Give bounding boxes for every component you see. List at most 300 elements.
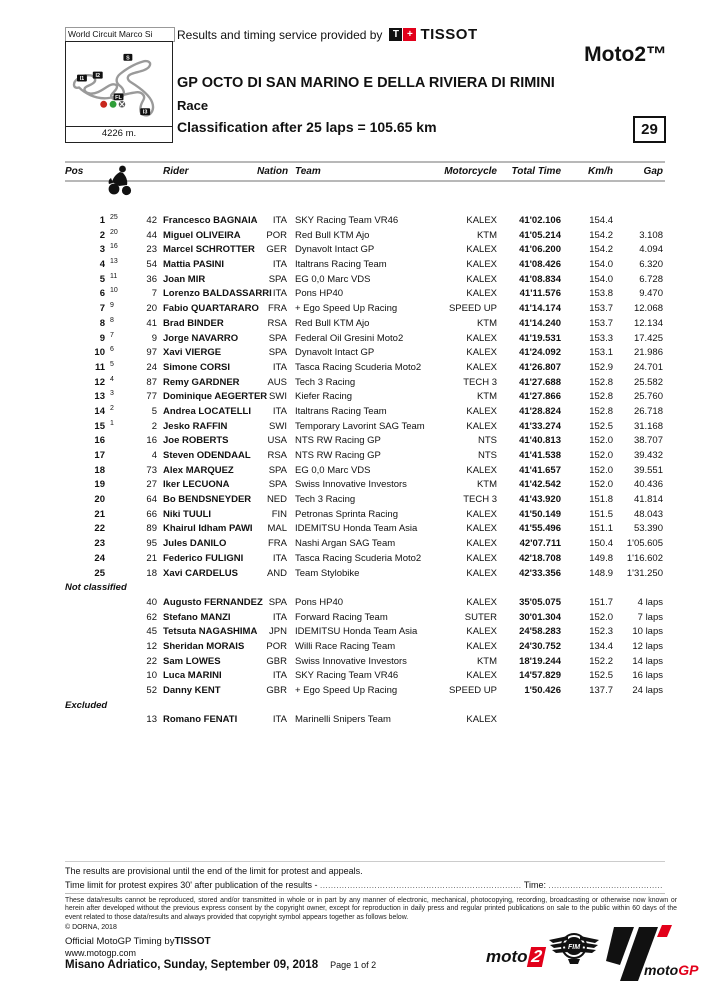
motorcycle-cell: KTM [476, 655, 497, 667]
nation-cell: POR [266, 229, 287, 241]
team-cell: NTS RW Racing GP [295, 435, 381, 447]
speed-cell: 151.1 [589, 523, 613, 535]
points-cell: 20 [110, 228, 118, 236]
speed-cell: 154.0 [589, 259, 613, 271]
points-cell: 3 [110, 390, 114, 398]
rider-number-cell: 10 [146, 670, 157, 682]
motorcycle-cell: KALEX [466, 244, 497, 256]
result-row [65, 258, 665, 273]
gap-cell: 24 laps [632, 685, 663, 696]
rider-name-cell: Fabio QUARTARARO [163, 303, 259, 315]
speed-cell: 154.4 [589, 215, 613, 226]
rider-name-cell: Steven ODENDAAL [163, 450, 251, 461]
rider-name-cell: Khairul Idham PAWI [163, 523, 253, 535]
column-header-gap: Gap [643, 166, 663, 177]
total-time-cell: 30'01.304 [519, 611, 561, 623]
points-cell [105, 637, 127, 652]
team-cell: Willi Race Racing Team [295, 640, 396, 652]
rider-number-cell: 52 [146, 685, 157, 696]
speed-cell: 150.4 [589, 538, 613, 550]
rider-number-cell: 16 [146, 435, 157, 447]
position-cell: 11 [94, 361, 105, 373]
circuit-length: 4226 m. [65, 126, 173, 143]
position-cell: 16 [94, 435, 105, 447]
speed-cell: 154.2 [589, 244, 613, 256]
tissot-wordmark: TISSOT [420, 26, 478, 43]
gap-cell: 14 laps [632, 655, 663, 667]
points-cell: 9 [110, 302, 114, 310]
rider-name-cell: Augusto FERNANDEZ [163, 596, 263, 608]
points-cell: 8 [110, 316, 114, 324]
speed-cell: 134.4 [589, 640, 613, 652]
position-cell: 8 [99, 317, 105, 329]
total-time-cell: 41'41.538 [519, 450, 561, 461]
rider-name-cell: Romano FENATI [163, 714, 238, 726]
rider-number-cell: 62 [146, 611, 157, 623]
speed-cell: 151.5 [589, 508, 613, 520]
result-row [65, 508, 665, 523]
motorcycle-cell: KALEX [466, 464, 497, 476]
motorcycle-cell: KALEX [466, 626, 497, 638]
protest-text: Time limit for protest expires 30' after publication of the results - [65, 880, 318, 890]
points-cell [105, 461, 127, 476]
motorcycle-cell: KALEX [466, 420, 497, 432]
team-cell: Red Bull KTM Ajo [295, 229, 370, 241]
rider-name-cell: Xavi CARDELUS [163, 567, 238, 579]
location-date: Misano Adriatico, Sunday, September 09, 2018 [65, 959, 319, 971]
total-time-cell: 41'42.542 [519, 479, 561, 491]
result-row [65, 464, 665, 479]
rider-name-cell: Remy GARDNER [163, 376, 240, 388]
moto2-logo-two: 2 [526, 947, 546, 967]
speed-cell: 152.2 [589, 655, 613, 667]
points-cell [105, 534, 127, 549]
motorcycle-cell: KALEX [466, 332, 497, 344]
points-cell: 5 [110, 360, 114, 368]
speed-cell: 153.7 [589, 303, 613, 315]
not-classified-rows [65, 596, 665, 699]
speed-cell: 149.8 [589, 552, 613, 564]
total-time-cell: 41'28.824 [519, 405, 561, 417]
nation-cell: ITA [272, 670, 287, 682]
gap-cell: 38.707 [633, 435, 663, 447]
rider-number-cell: 87 [146, 376, 157, 388]
rider-number-cell: 66 [146, 508, 157, 520]
class-title: Moto2™ [584, 43, 667, 66]
rider-number-cell: 12 [146, 640, 157, 652]
speed-cell: 153.3 [589, 332, 613, 344]
rider-number-cell: 42 [146, 215, 157, 226]
excluded-rows [65, 713, 665, 728]
motorcycle-cell: TECH 3 [463, 494, 497, 506]
result-row [65, 273, 665, 288]
result-row [65, 420, 665, 435]
nation-cell: MAL [267, 523, 287, 535]
result-row [65, 669, 665, 684]
team-cell: Swiss Innovative Investors [295, 479, 407, 491]
gap-cell: 4.094 [639, 244, 663, 256]
rider-name-cell: Miguel OLIVEIRA [163, 229, 241, 241]
motogp-flag-icon [606, 923, 700, 987]
team-cell: Tasca Racing Scuderia Moto2 [295, 361, 422, 373]
speed-cell: 152.9 [589, 361, 613, 373]
total-time-cell: 41'27.688 [519, 376, 561, 388]
position-cell: 15 [94, 420, 105, 432]
points-cell [105, 431, 127, 446]
position-cell [65, 684, 105, 699]
position-cell: 24 [94, 552, 105, 564]
position-cell: 6 [99, 288, 105, 300]
rider-name-cell: Lorenzo BALDASSARRI [163, 288, 272, 300]
points-cell: 7 [110, 331, 114, 339]
nation-cell: SPA [268, 332, 287, 344]
result-row [65, 537, 665, 552]
points-cell [105, 622, 127, 637]
rider-name-cell: Federico FULIGNI [163, 552, 244, 564]
results-table [65, 161, 665, 728]
position-cell [65, 625, 105, 640]
result-row [65, 346, 665, 361]
total-time-cell: 41'50.149 [519, 508, 561, 520]
fim-logo [548, 929, 600, 974]
gap-cell: 25.582 [633, 376, 663, 388]
points-cell [105, 593, 127, 608]
svg-text:FIM: FIM [567, 944, 581, 951]
points-cell [105, 608, 127, 623]
result-row [65, 567, 665, 582]
points-cell [105, 490, 127, 505]
team-cell: IDEMITSU Honda Team Asia [295, 626, 418, 638]
team-cell: Dynavolt Intact GP [295, 244, 375, 256]
result-row [65, 361, 665, 376]
gap-cell: 39.551 [633, 464, 663, 476]
result-row [65, 596, 665, 611]
gap-cell: 7 laps [637, 611, 663, 623]
speed-cell: 153.1 [589, 347, 613, 359]
rider-name-cell: Bo BENDSNEYDER [163, 494, 252, 506]
speed-cell: 152.0 [589, 464, 613, 476]
nation-cell: SPA [268, 273, 287, 285]
moto2-logo [486, 947, 544, 967]
motorcycle-cell: NTS [478, 450, 497, 461]
protest-note [65, 880, 675, 890]
team-cell: NTS RW Racing GP [295, 450, 381, 461]
motorcycle-cell: KALEX [466, 347, 497, 359]
gap-cell: 10 laps [632, 626, 663, 638]
team-cell: + Ego Speed Up Racing [295, 685, 398, 696]
legal-text: These data/results cannot be reproduced, stored and/or transmitted in whole or in part by any manner of electronic, mechanical, photocopying, recording, broadcasting or otherwise now known or herein after developed without the previous express consent by the copyright owner, except for reproduction in daily press and regular printed publications on sale to the public within 60 days of the event related to those data/results and always provided that copyright symbol appears together as follows below. [65, 897, 677, 921]
rider-number-cell: 27 [146, 479, 157, 491]
position-cell: 10 [94, 347, 105, 359]
document-number-badge: 29 [633, 116, 666, 143]
result-row [65, 655, 665, 670]
result-row [65, 684, 665, 699]
gap-cell: 6.320 [639, 259, 663, 271]
points-cell [105, 666, 127, 681]
position-cell: 5 [99, 273, 105, 285]
rider-name-cell: Marcel SCHROTTER [163, 244, 255, 256]
nation-cell: FRA [268, 538, 287, 550]
position-cell [65, 669, 105, 684]
column-header-motorcycle: Motorcycle [444, 166, 497, 177]
speed-cell: 152.8 [589, 376, 613, 388]
points-cell [105, 564, 127, 579]
motorcycle-cell: KALEX [466, 288, 497, 300]
gap-cell: 6.728 [639, 273, 663, 285]
rider-name-cell: Stefano MANZI [163, 611, 231, 623]
speed-cell: 152.3 [589, 626, 613, 638]
rider-number-cell: 95 [146, 538, 157, 550]
position-cell [65, 655, 105, 670]
team-cell: Forward Racing Team [295, 611, 388, 623]
total-time-cell: 1'50.426 [524, 685, 561, 696]
rider-number-cell: 20 [146, 303, 157, 315]
rider-name-cell: Joan MIR [163, 273, 206, 285]
points-cell [105, 652, 127, 667]
svg-text:I3: I3 [142, 109, 148, 116]
rider-number-cell: 2 [151, 420, 157, 432]
column-header-team: Team [295, 166, 321, 177]
team-cell: Tech 3 Racing [295, 494, 356, 506]
position-cell: 18 [94, 464, 105, 476]
event-title: GP OCTO DI SAN MARINO E DELLA RIVIERA DI RIMINI [177, 75, 555, 91]
motorcycle-cell: KALEX [466, 215, 497, 226]
gap-cell: 12.134 [633, 317, 663, 329]
motorcycle-cell: SUTER [464, 611, 497, 623]
motorcycle-cell: KALEX [466, 538, 497, 550]
svg-text:motoGP: motoGP [644, 962, 699, 978]
result-row [65, 332, 665, 347]
nation-cell: RSA [267, 317, 287, 329]
team-cell: Marinelli Snipers Team [295, 714, 391, 726]
team-cell: Temporary Lavorint SAG Team [295, 420, 425, 432]
position-cell: 1 [99, 215, 105, 226]
nation-cell: GBR [266, 685, 287, 696]
nation-cell: ITA [272, 714, 287, 726]
result-row [65, 640, 665, 655]
motogp-logo [606, 923, 700, 992]
points-cell [105, 505, 127, 520]
gap-cell: 41.814 [633, 494, 663, 506]
column-header-total-time: Total Time [511, 166, 561, 177]
total-time-cell: 41'11.576 [519, 288, 561, 300]
circuit-name: World Circuit Marco Si [65, 27, 175, 42]
motorcycle-cell: KALEX [466, 670, 497, 682]
rider-number-cell: 23 [146, 244, 157, 256]
motorcycle-cell: KALEX [466, 714, 497, 726]
rider-number-cell: 54 [146, 259, 157, 271]
motorcycle-cell: SPEED UP [448, 303, 497, 315]
motorcycle-cell: KALEX [466, 259, 497, 271]
team-cell: EG 0,0 Marc VDS [295, 464, 371, 476]
team-cell: Red Bull KTM Ajo [295, 317, 370, 329]
team-cell: Tasca Racing Scuderia Moto2 [295, 552, 422, 564]
gap-cell: 1'31.250 [626, 567, 663, 579]
nation-cell: SWI [269, 420, 287, 432]
gap-cell: 12 laps [632, 640, 663, 652]
rider-name-cell: Danny KENT [163, 685, 221, 696]
excluded-label: Excluded [65, 699, 108, 711]
position-cell [65, 713, 105, 728]
gap-cell: 31.168 [633, 420, 663, 432]
total-time-cell: 41'40.813 [519, 435, 561, 447]
nation-cell: FRA [268, 303, 287, 315]
position-cell [65, 596, 105, 611]
rider-name-cell: Dominique AEGERTER [163, 391, 268, 403]
rider-name-cell: Tetsuta NAGASHIMA [163, 626, 258, 638]
gap-cell: 21.986 [633, 347, 663, 359]
gap-cell: 40.436 [633, 479, 663, 491]
team-cell: Kiefer Racing [295, 391, 353, 403]
table-header-row [65, 161, 665, 182]
dotted-leader-2: .......................................... [548, 881, 663, 890]
gap-cell [613, 713, 663, 728]
result-row [65, 287, 665, 302]
gap-cell [613, 214, 663, 229]
gap-cell: 3.108 [639, 229, 663, 241]
total-time-cell: 41'08.426 [519, 259, 561, 271]
motorcycle-cell: KALEX [466, 508, 497, 520]
rider-name-cell: Joe ROBERTS [163, 435, 229, 447]
motorcycle-cell: KTM [476, 229, 497, 241]
nation-cell: FIN [271, 508, 287, 520]
red-light-icon [100, 101, 107, 108]
points-cell: 25 [110, 214, 118, 221]
gap-cell: 53.390 [633, 523, 663, 535]
team-cell: Pons HP40 [295, 288, 344, 300]
result-row [65, 243, 665, 258]
points-cell: 6 [110, 346, 114, 354]
rider-number-cell: 13 [146, 714, 157, 726]
total-time-cell: 41'05.214 [519, 229, 561, 241]
total-time-cell: 35'05.075 [519, 596, 561, 608]
classified-rows [65, 214, 665, 581]
gap-cell: 26.718 [633, 405, 663, 417]
speed-cell: 148.9 [589, 567, 613, 579]
points-cell [105, 549, 127, 564]
motorcycle-cell: NTS [478, 435, 497, 447]
nation-cell: GBR [266, 655, 287, 667]
result-row [65, 317, 665, 332]
team-cell: SKY Racing Team VR46 [295, 670, 399, 682]
classification-line: Classification after 25 laps = 105.65 km [177, 119, 437, 135]
green-light-icon [110, 101, 117, 108]
rider-name-cell: Jorge NAVARRO [163, 332, 239, 344]
total-time-cell [497, 713, 561, 728]
circuit-map [65, 41, 173, 127]
speed-cell: 154.2 [589, 229, 613, 241]
rider-number-cell: 4 [151, 450, 157, 461]
nation-cell: ITA [272, 611, 287, 623]
rider-number-cell: 73 [146, 464, 157, 476]
motorcycle-cell: KALEX [466, 552, 497, 564]
result-row [65, 493, 665, 508]
copyright: © DORNA, 2018 [65, 924, 117, 931]
svg-text:S: S [126, 55, 130, 62]
gap-cell: 12.068 [633, 303, 663, 315]
rider-name-cell: Simone CORSI [163, 361, 231, 373]
result-row [65, 552, 665, 567]
result-row [65, 478, 665, 493]
nation-cell: ITA [272, 552, 287, 564]
rider-name-cell: Sheridan MORAIS [163, 640, 245, 652]
position-cell: 25 [94, 567, 105, 579]
position-cell: 19 [94, 479, 105, 491]
points-cell [105, 475, 127, 490]
result-row [65, 522, 665, 537]
nation-cell: POR [266, 640, 287, 652]
points-cell: 16 [110, 243, 118, 251]
svg-text:I1: I1 [79, 76, 85, 83]
speed-cell [561, 713, 613, 728]
gap-cell: 39.432 [633, 450, 663, 461]
swiss-cross-icon: + [403, 28, 416, 41]
team-cell: Pons HP40 [295, 596, 344, 608]
team-cell: Italtrans Racing Team [295, 259, 387, 271]
total-time-cell: 41'06.200 [519, 244, 561, 256]
points-cell: 11 [110, 272, 118, 280]
position-cell: 4 [99, 259, 105, 271]
gap-cell: 48.043 [633, 508, 663, 520]
rider-name-cell: Luca MARINI [163, 670, 222, 682]
points-cell: 4 [110, 375, 114, 383]
team-cell: Federal Oil Gresini Moto2 [295, 332, 404, 344]
total-time-cell: 41'43.920 [519, 494, 561, 506]
rider-name-cell: Jesko RAFFIN [163, 420, 228, 432]
team-cell: Swiss Innovative Investors [295, 655, 407, 667]
rider-name-cell: Brad BINDER [163, 317, 224, 329]
speed-cell: 137.7 [589, 685, 613, 696]
nation-cell: JPN [269, 626, 287, 638]
speed-cell: 153.8 [589, 288, 613, 300]
motorcycle-cell: KALEX [466, 361, 497, 373]
points-cell [105, 446, 127, 461]
website-link[interactable]: www.motogp.com [65, 948, 137, 958]
column-header-kmh: Km/h [588, 166, 613, 177]
speed-cell: 152.0 [589, 479, 613, 491]
total-time-cell: 24'58.283 [519, 626, 561, 638]
time-label: Time: [523, 880, 547, 890]
rider-name-cell: Niki TUULI [163, 508, 212, 520]
rider-number-cell: 45 [146, 626, 157, 638]
result-row [65, 611, 665, 626]
motorcycle-cell: TECH 3 [463, 376, 497, 388]
not-classified-label: Not classified [65, 582, 127, 594]
total-time-cell: 41'33.274 [519, 420, 561, 432]
position-cell [65, 640, 105, 655]
rider-number-cell: 36 [146, 273, 157, 285]
team-cell: + Ego Speed Up Racing [295, 303, 398, 315]
nation-cell: NED [266, 494, 287, 506]
team-cell: IDEMITSU Honda Team Asia [295, 523, 418, 535]
position-cell: 21 [94, 508, 105, 520]
rider-name-cell: Andrea LOCATELLI [163, 405, 251, 417]
position-cell: 9 [99, 332, 105, 344]
points-cell [105, 710, 127, 725]
rider-number-cell: 18 [146, 567, 157, 579]
rider-number-cell: 7 [151, 288, 157, 300]
result-row [65, 713, 665, 728]
motorcycle-rider-icon [107, 164, 133, 196]
total-time-cell: 42'07.711 [519, 538, 561, 550]
nation-cell: AND [266, 567, 287, 579]
points-cell: 10 [110, 287, 118, 295]
position-cell: 13 [94, 391, 105, 403]
dotted-leader-1: .......................................................................... [320, 881, 522, 890]
rider-number-cell: 9 [151, 332, 157, 344]
rider-number-cell: 5 [151, 405, 157, 417]
provided-by-text: Results and timing service provided by [177, 27, 383, 42]
